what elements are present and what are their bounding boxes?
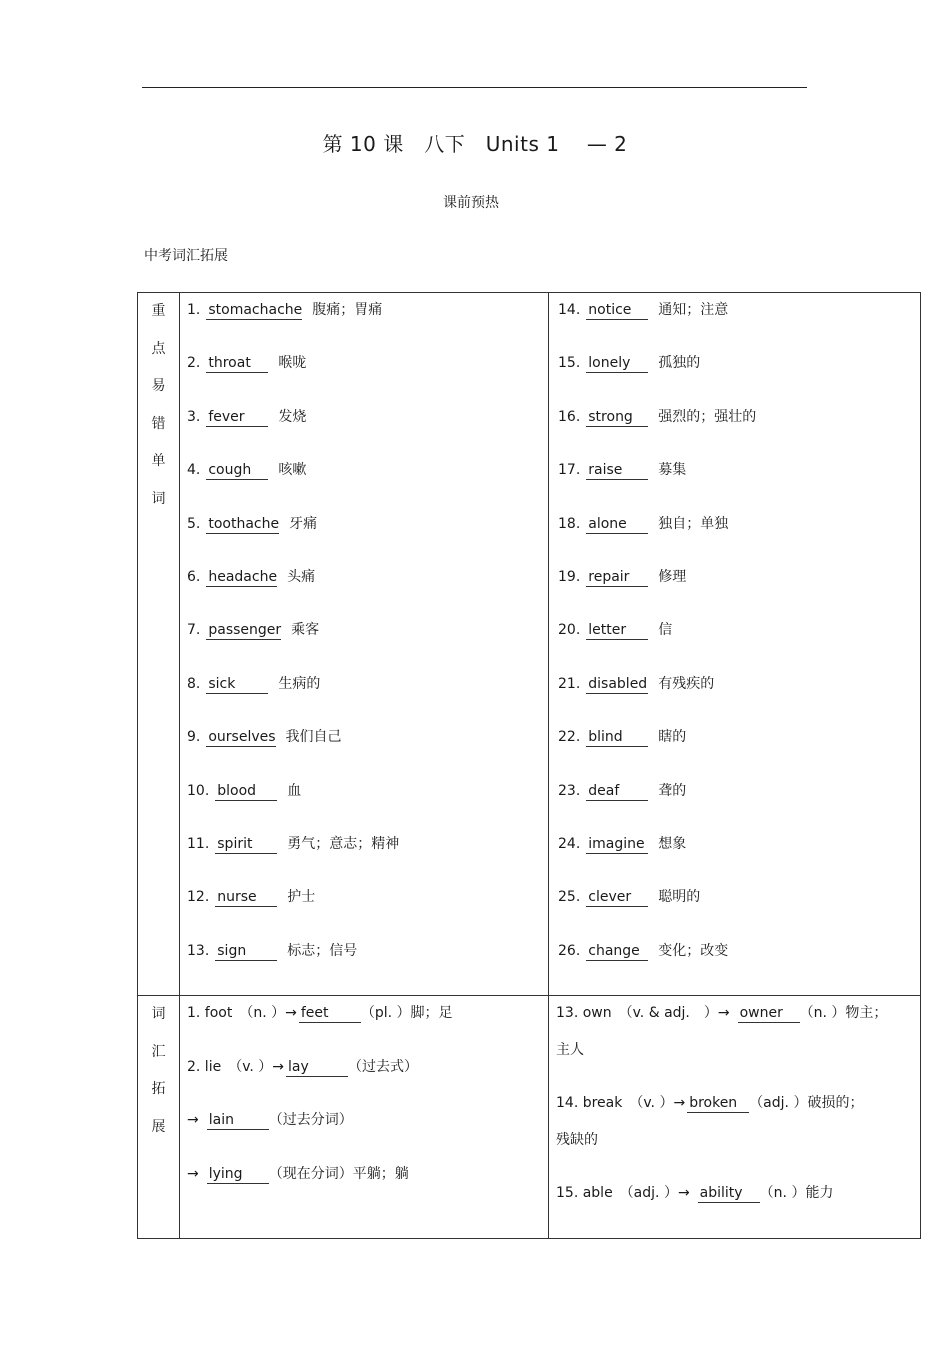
word-number: 1. — [187, 302, 201, 318]
answer-blank: repair — [586, 568, 648, 587]
word-meaning: 标志；信号 — [287, 942, 358, 959]
word-item — [549, 301, 920, 354]
ext-item-lain: → lain （过去分词） — [187, 1112, 353, 1129]
answer-blank: lay — [286, 1058, 348, 1077]
word-number: 9. — [187, 729, 201, 746]
word-item — [549, 675, 920, 728]
word-number: 21. — [558, 675, 581, 692]
extension-right — [549, 996, 921, 1239]
answer-blank: spirit — [215, 835, 277, 854]
answer-blank: strong — [586, 408, 648, 427]
word-meaning: 勇气；意志；精神 — [287, 835, 400, 852]
word-item — [549, 782, 920, 835]
answer-blank: lonely — [586, 354, 648, 373]
answer-blank: change — [586, 942, 648, 961]
word-number: 3. — [187, 408, 201, 425]
word-meaning: 想象 — [658, 835, 687, 852]
top-rule — [142, 87, 807, 88]
word-number: 20. — [558, 622, 581, 639]
word-item — [180, 568, 548, 621]
word-item — [180, 675, 548, 728]
answer-blank: passenger — [208, 622, 282, 639]
word-item — [549, 408, 920, 461]
word-number: 19. — [558, 568, 581, 585]
answer-blank: alone — [586, 515, 648, 534]
word-number: 15. — [558, 355, 581, 372]
word-meaning: 咳嗽 — [278, 462, 307, 479]
extension-label: 词 汇 拓 展 — [138, 996, 180, 1239]
answer-blank: lain — [207, 1111, 269, 1130]
answer-blank: sign — [215, 942, 277, 961]
word-item — [549, 568, 920, 621]
ext-item-break: 14. break （v. ）→ broken （adj. ）破损的； 残缺的 — [556, 1095, 864, 1149]
answer-blank: toothache — [208, 515, 280, 532]
word-meaning: 变化；改变 — [658, 942, 729, 959]
word-list-left — [180, 293, 549, 996]
answer-blank: clever — [586, 888, 648, 907]
answer-blank: sick — [206, 675, 268, 694]
word-number: 14. — [558, 302, 581, 318]
word-item — [180, 621, 548, 674]
word-number: 18. — [558, 515, 581, 532]
word-item — [180, 782, 548, 835]
extension-left — [180, 996, 549, 1239]
answer-blank: fever — [206, 408, 268, 427]
word-number: 25. — [558, 889, 581, 906]
word-meaning: 有残疾的 — [658, 675, 715, 692]
answer-blank: letter — [586, 621, 648, 640]
answer-blank: cough — [206, 461, 268, 480]
word-item — [549, 461, 920, 514]
extension-row — [138, 996, 921, 1239]
word-meaning: 独自；单独 — [658, 515, 729, 532]
answer-blank: feet — [299, 1004, 361, 1023]
word-item — [549, 728, 920, 781]
word-number: 6. — [187, 568, 201, 585]
word-number: 26. — [558, 942, 581, 959]
word-meaning: 护士 — [287, 889, 316, 906]
page-title: 第 10 课 八下 Units 1 — 2 — [322, 132, 628, 156]
word-meaning: 乘客 — [291, 622, 320, 639]
word-meaning: 腹痛；胃痛 — [312, 302, 383, 318]
word-number: 5. — [187, 515, 201, 532]
word-item — [549, 621, 920, 674]
word-meaning: 强烈的；强壮的 — [658, 408, 757, 425]
word-item — [180, 408, 548, 461]
word-meaning: 修理 — [658, 568, 687, 585]
ext-item-foot: 1. foot （n. ）→ feet （pl. ）脚；足 — [187, 1005, 453, 1022]
word-meaning: 发烧 — [278, 408, 307, 425]
word-meaning: 聋的 — [658, 782, 687, 799]
answer-blank: ability — [698, 1184, 760, 1203]
word-number: 24. — [558, 835, 581, 852]
word-meaning: 募集 — [658, 462, 687, 479]
word-meaning: 聪明的 — [658, 889, 701, 906]
word-item — [549, 515, 920, 568]
page-subtitle: 课前预热 — [443, 195, 499, 211]
ext-item-lying: → lying （现在分词）平躺；躺 — [187, 1165, 409, 1182]
word-number: 7. — [187, 622, 201, 639]
word-meaning: 牙痛 — [289, 515, 318, 532]
word-meaning: 信 — [658, 622, 673, 639]
answer-blank: owner — [738, 1004, 800, 1023]
word-item — [180, 461, 548, 514]
answer-blank: throat — [206, 354, 268, 373]
word-number: 4. — [187, 462, 201, 479]
ext-item-able: 15. able （adj. ）→ ability （n. ）能力 — [556, 1185, 834, 1202]
section-heading: 中考词汇拓展 — [144, 248, 228, 264]
answer-blank: deaf — [586, 782, 648, 801]
word-meaning: 我们自己 — [285, 729, 342, 746]
word-item — [549, 942, 920, 995]
answer-blank: imagine — [586, 835, 648, 854]
word-item — [180, 728, 548, 781]
answer-blank: stomachache — [208, 302, 303, 318]
word-number: 22. — [558, 729, 581, 746]
word-meaning: 生病的 — [278, 675, 321, 692]
answer-blank: headache — [208, 568, 278, 585]
word-number: 11. — [187, 835, 210, 852]
word-meaning: 瞎的 — [658, 729, 687, 746]
word-meaning: 血 — [287, 782, 302, 799]
word-meaning: 孤独的 — [658, 355, 701, 372]
answer-blank: notice — [586, 301, 648, 320]
answer-blank: blood — [215, 782, 277, 801]
answer-blank: broken — [687, 1094, 749, 1113]
word-item — [180, 888, 548, 941]
word-meaning: 喉咙 — [278, 355, 307, 372]
answer-blank: disabled — [588, 675, 648, 692]
word-meaning: 头痛 — [287, 568, 316, 585]
word-list-right — [549, 293, 921, 996]
word-item — [180, 942, 548, 995]
vocabulary-table — [137, 292, 921, 1239]
word-item — [549, 888, 920, 941]
word-number: 10. — [187, 782, 210, 799]
word-number: 13. — [187, 942, 210, 959]
key-words-row — [138, 293, 921, 996]
word-item — [549, 835, 920, 888]
word-item — [180, 301, 548, 354]
word-number: 16. — [558, 408, 581, 425]
answer-blank: lying — [207, 1165, 269, 1184]
word-item — [180, 354, 548, 407]
answer-blank: ourselves — [208, 729, 276, 746]
word-number: 12. — [187, 889, 210, 906]
word-number: 2. — [187, 355, 201, 372]
ext-item-own: 13. own （v. & adj. ）→ owner （n. ）物主； 主人 — [556, 1005, 888, 1059]
word-number: 17. — [558, 462, 581, 479]
answer-blank: raise — [586, 461, 648, 480]
word-item — [180, 515, 548, 568]
word-item — [180, 835, 548, 888]
word-meaning: 通知；注意 — [658, 302, 729, 318]
answer-blank: nurse — [215, 888, 277, 907]
key-words-label: 重 点 易 错 单 词 — [138, 293, 180, 996]
answer-blank: blind — [586, 728, 648, 747]
word-number: 23. — [558, 782, 581, 799]
word-number: 8. — [187, 675, 201, 692]
word-item — [549, 354, 920, 407]
ext-item-lie: 2. lie （v. ）→ lay （过去式） — [187, 1058, 419, 1075]
